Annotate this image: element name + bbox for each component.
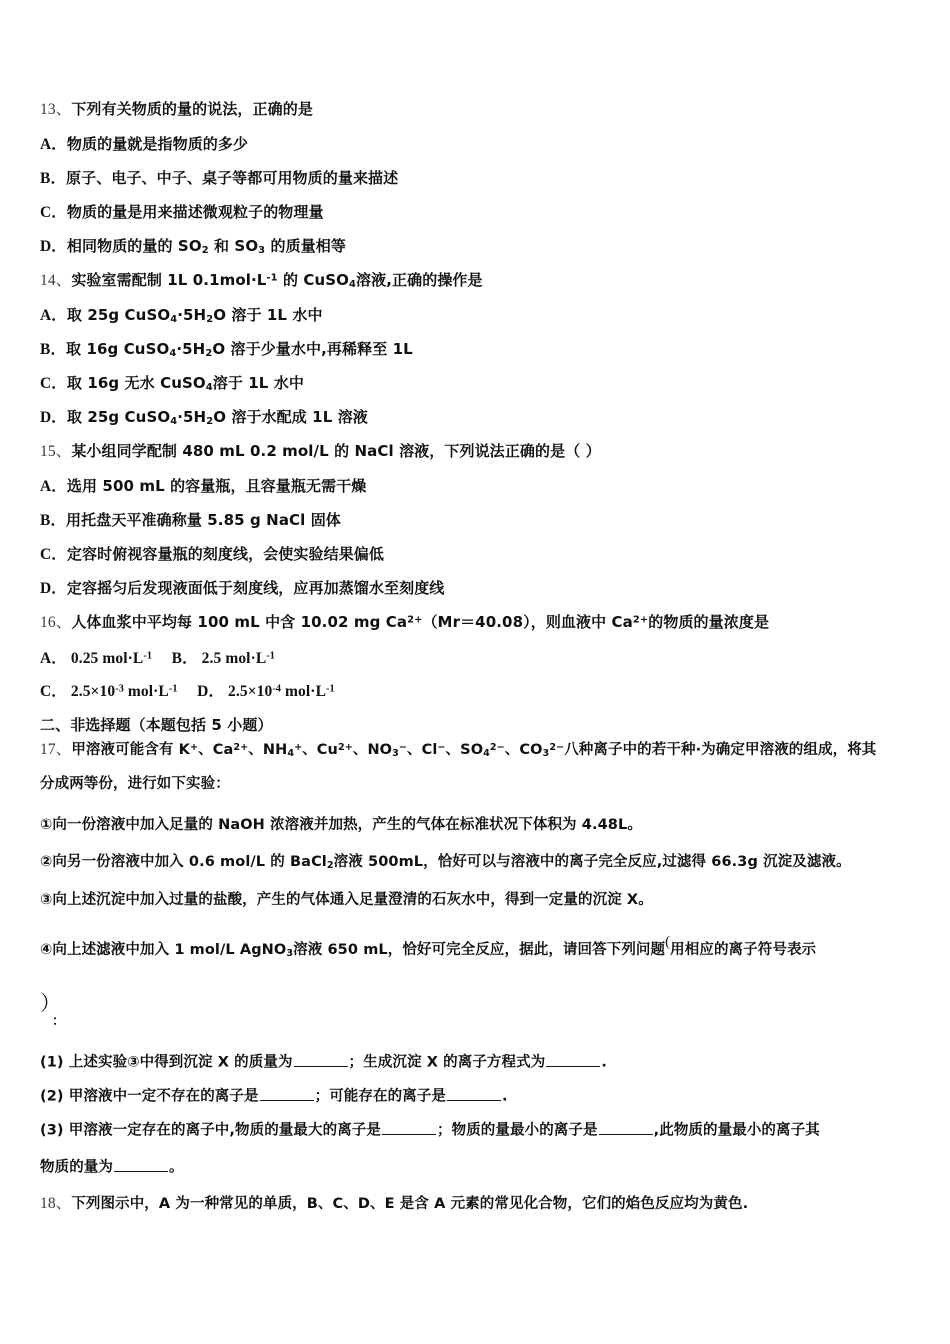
option-label: A．: [40, 478, 67, 495]
answer-blank[interactable]: [114, 1158, 168, 1172]
option-text: 定容时俯视容量瓶的刻度线，会使实验结果偏低: [66, 545, 385, 563]
question-15-number: 15、: [40, 443, 72, 460]
question-17-sub-3-cont[interactable]: 物质的量为 。: [40, 1159, 184, 1176]
question-15-option-c[interactable]: [40, 547, 384, 563]
question-17-sub-3[interactable]: (3) 甲溶液一定存在的离子中,物质的量最大的离子是 ；物质的量最小的离子是 ,此物质的量最小的离子其: [40, 1122, 820, 1139]
question-17-step-2: ②向另一份溶液中加入 0.6 mol/L 的 BaCl$_2$溶液 500mL，恰好可以与溶液中的离子完全反应,过滤得 66.3g 沉淀及滤液。: [40, 854, 851, 872]
option-text: 定容摇匀后发现液面低于刻度线，应再加蒸馏水至刻度线: [66, 579, 445, 597]
question-16-stem-text: 人体血浆中平均每 100 mL 中含 10.02 mg $Ca^{2+}(Mr=40.08)$，则血液中 $Ca^{2+}$的物质的量浓度是: [71, 613, 770, 631]
question-14-stem: [40, 273, 483, 291]
option-label: A．: [40, 307, 67, 324]
question-15-option-b[interactable]: [40, 513, 341, 529]
question-17-step-4-tail: 用相应的离子符号表示: [670, 942, 817, 959]
question-18-number: 18、: [40, 1195, 72, 1212]
option-label: D．: [40, 238, 67, 255]
question-17-colon: ：: [52, 1014, 66, 1029]
option-label: C．: [40, 375, 67, 392]
question-15-option-a[interactable]: [40, 479, 366, 495]
option-text: 物质的量就是指物质的多少: [66, 135, 249, 153]
answer-blank[interactable]: [260, 1087, 314, 1101]
question-17-step-1: ①向一份溶液中加入足量的 NaOH 浓溶液并加热，产生的气体在标准状况下体积为 4.48L。: [40, 817, 642, 833]
question-14-option-c[interactable]: [40, 376, 304, 394]
option-text: 用托盘天平准确称量 5.85 g NaCl 固体: [66, 511, 341, 529]
question-15-stem-text: 某小组同学配制 480 mL 0.2 mol/L 的 NaCl 溶液，下列说法正确的是（ ）: [71, 442, 601, 460]
question-17-sub-1[interactable]: (1) 上述实验③中得到沉淀 X 的质量为 ；生成沉淀 X 的离子方程式为 .: [40, 1054, 607, 1071]
question-13-stem: [40, 102, 313, 118]
question-16-options-row-1[interactable]: A． 0.25 $mol\cdot L^{-1}$ B． 2.5 $mol\cdot L^{-1}$: [40, 650, 276, 667]
option-label: D．: [40, 580, 67, 597]
option-text: 相同物质的量的 $SO_2$ 和 $SO_3$ 的质量相等: [66, 237, 346, 257]
question-16-stem: [40, 615, 769, 631]
question-17-step-4-text: ④向上述滤液中加入 1 mol/L AgNO$_3$溶液 650 mL，恰好可完全反应，据此，请回答下列问题: [40, 942, 666, 960]
question-17-number: 17、: [40, 741, 72, 758]
answer-blank[interactable]: [599, 1121, 653, 1135]
question-17-step-4: [40, 935, 816, 959]
question-17-step-3: ③向上述沉淀中加入过量的盐酸，产生的气体通入足量澄清的石灰水中，得到一定量的沉淀 X。: [40, 892, 653, 908]
question-13-number: 13、: [40, 101, 72, 118]
option-text: 取 25g $CuSO_4\cdot 5H_2O$ 溶于 1L 水中: [66, 306, 323, 326]
question-14-option-a[interactable]: [40, 308, 323, 326]
option-label: B．: [40, 512, 67, 529]
option-label: B．: [40, 341, 67, 358]
option-text: 选用 500 mL 的容量瓶，且容量瓶无需干燥: [66, 477, 367, 495]
question-16-number: 16、: [40, 614, 72, 631]
question-15-stem: [40, 444, 601, 460]
question-18-stem: [40, 1196, 748, 1212]
answer-blank[interactable]: [447, 1087, 501, 1101]
option-label: B．: [40, 170, 67, 187]
answer-blank[interactable]: [294, 1053, 348, 1067]
question-14-option-b[interactable]: [40, 342, 413, 360]
option-text: 取 16g 无水 CuSO$_4$溶于 1L 水中: [66, 374, 304, 394]
option-text: 物质的量是用来描述微观粒子的物理量: [66, 203, 324, 221]
question-13-option-d[interactable]: [40, 239, 346, 257]
question-14-number: 14、: [40, 272, 72, 289]
question-13-option-a[interactable]: [40, 137, 248, 153]
question-17-sub-2[interactable]: (2) 甲溶液中一定不存在的离子是 ；可能存在的离子是 .: [40, 1088, 508, 1105]
question-17-stem-line-2: 分成两等份，进行如下实验：: [40, 776, 230, 792]
question-18-stem-text: 下列图示中，A 为一种常见的单质，B、C、D、E 是含 A 元素的常见化合物，它们的焰色反应均为黄色.: [71, 1196, 749, 1212]
open-paren-raised: (: [665, 934, 671, 950]
option-text: 取 16g $CuSO_4\cdot 5H_2O$ 溶于少量水中,再稀释至 1L: [66, 340, 413, 360]
question-17-close-paren: ）: [40, 991, 62, 1015]
option-label: C．: [40, 204, 67, 221]
answer-blank[interactable]: [546, 1053, 600, 1067]
question-16-options-row-2[interactable]: C． $2.5\times 10^{-3}$ $mol\cdot L^{-1}$ D． $2.5\times 10^{-4}$ $mol\cdot L^{-1}$: [40, 683, 335, 700]
question-15-option-d[interactable]: [40, 581, 444, 597]
question-13-stem-text: 下列有关物质的量的说法，正确的是: [71, 100, 313, 118]
answer-blank[interactable]: [382, 1121, 436, 1135]
question-17-stem-line-1: [40, 742, 876, 759]
section-two-heading: 二、非选择题（本题包括 5 小题）: [40, 716, 273, 734]
question-14-option-d[interactable]: [40, 410, 368, 428]
option-text: 取 25g $CuSO_4\cdot 5H_2O$ 溶于水配成 1L 溶液: [66, 408, 368, 428]
option-label: D．: [40, 409, 67, 426]
question-13-option-b[interactable]: [40, 171, 398, 187]
question-14-stem-text: 实验室需配制 1L $0.1mol\cdot L^{-1}$ 的 CuSO$_4$溶液,正确的操作是: [71, 271, 483, 291]
question-17-stem-text: 甲溶液可能含有 K+、$Ca^{2+}$、$NH_4^+$、$Cu^{2+}$、$NO_3^-$、Cl−、$SO_4^{2-}$、$CO_3^{2-}$八种离子中的若干种·为确定甲溶液的组成，将其: [71, 741, 877, 760]
option-label: A．: [40, 136, 67, 153]
option-text: 原子、电子、中子、桌子等都可用物质的量来描述: [66, 169, 399, 187]
option-label: C．: [40, 546, 67, 563]
question-13-option-c[interactable]: [40, 205, 324, 221]
